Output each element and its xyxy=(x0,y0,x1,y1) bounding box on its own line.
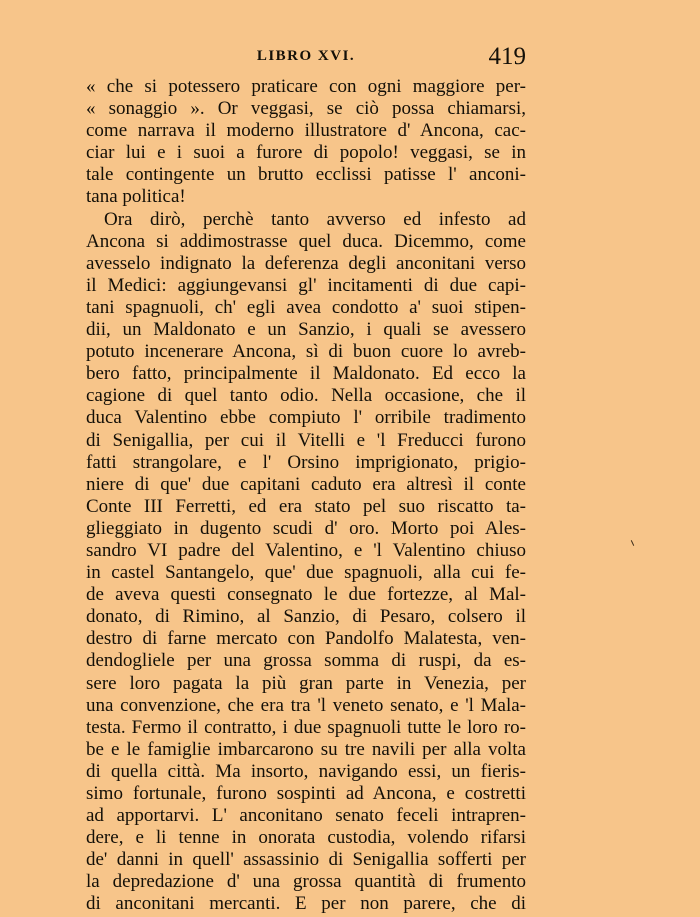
text-line: Ancona si addimostrasse quel duca. Dicemmo, come xyxy=(86,230,526,252)
text-line: « sonaggio ». Or veggasi, se ciò possa chiamarsi, xyxy=(86,98,526,120)
text-line: dere, e li tenne in onorata custodia, volendo rifarsi xyxy=(86,827,526,849)
running-title: LIBRO XVI. xyxy=(256,48,356,64)
text-line: sandro VI padre del Valentino, e 'l Valentino chiuso xyxy=(86,539,526,561)
text-line: tana politica! xyxy=(86,186,186,208)
text-line: niere di que' due capitani caduto era altresì il conte xyxy=(86,473,526,495)
page-number: 419 xyxy=(488,43,526,70)
text-line: destro di farne mercato con Pandolfo Malatesta, ven- xyxy=(86,628,526,650)
text-line: glieggiato in dugento scudi d' oro. Morto poi Ales- xyxy=(86,517,526,539)
text-line: potuto incenerare Ancona, sì di buon cuore lo avreb- xyxy=(86,341,526,363)
text-line: di quella città. Ma insorto, navigando essi, un fieris- xyxy=(86,760,526,782)
text-line: simo fortunale, furono sospinti ad Ancona, e costretti xyxy=(86,783,526,804)
text-line: de' danni in quell' assassinio di Senigallia sofferti per xyxy=(86,849,526,871)
text-line: di Senigallia, per cui il Vitelli e 'l Freducci furono xyxy=(86,429,526,451)
text-line: come narrava il moderno illustratore d' Ancona, cac- xyxy=(86,120,526,142)
text-line: fatti strangolare, e l' Orsino imprigionato, prigio- xyxy=(86,451,526,473)
text-line: be e le famiglie imbarcarono su tre navili per alla volta xyxy=(86,738,526,760)
text-line: sere loro pagata la più gran parte in Venezia, per xyxy=(86,672,526,694)
text-line: il Medici: aggiungevansi gl' incitamenti di due capi- xyxy=(86,274,526,296)
text-line: tale contingente un brutto ecclissi patisse l' anconi- xyxy=(86,164,526,186)
text-line: dendogliele per una grossa somma di ruspi, da es- xyxy=(86,650,526,672)
stray-ink-mark xyxy=(631,540,634,546)
text-line: dii, un Maldonato e un Sanzio, i quali se avessero xyxy=(86,319,526,341)
text-line: di anconitani mercanti. E per non parere, che di xyxy=(86,893,526,915)
text-line: ciar lui e i suoi a furore di popolo! veggasi, se in xyxy=(86,142,526,164)
text-line: testa. Fermo il contratto, i due spagnuoli tutte le loro ro- xyxy=(86,716,526,738)
text-line: « che si potessero praticare con ogni maggiore per- xyxy=(86,76,526,97)
text-line: bero fatto, principalmente il Maldonato. Ed ecco la xyxy=(86,363,526,385)
text-line: una convenzione, che era tra 'l veneto senato, e 'l Mala- xyxy=(86,694,526,716)
paragraph-start-line: Ora dirò, perchè tanto avverso ed infesto ad xyxy=(104,208,526,230)
text-line: de aveva questi consegnato le due fortezze, al Mal- xyxy=(86,584,526,606)
text-line: in castel Santangelo, que' due spagnuoli, alla cui fe- xyxy=(86,562,526,584)
text-line: cagione di quel tanto odio. Nella occasione, che il xyxy=(86,385,526,407)
text-line: Conte III Ferretti, ed era stato pel suo riscatto ta- xyxy=(86,495,526,517)
body-text xyxy=(86,76,526,916)
text-line: tani spagnuoli, ch' egli avea condotto a' suoi stipen- xyxy=(86,296,526,318)
text-line: donato, di Rimino, al Sanzio, di Pesaro, colsero il xyxy=(86,606,526,628)
text-line: duca Valentino ebbe compiuto l' orribile tradimento xyxy=(86,407,526,429)
text-line: ad apportarvi. L' anconitano senato feceli intrapren- xyxy=(86,805,526,827)
running-head xyxy=(86,43,526,72)
text-line: avesselo indignato la deferenza degli anconitani verso xyxy=(86,252,526,274)
text-line: la depredazione d' una grossa quantità di frumento xyxy=(86,871,526,893)
